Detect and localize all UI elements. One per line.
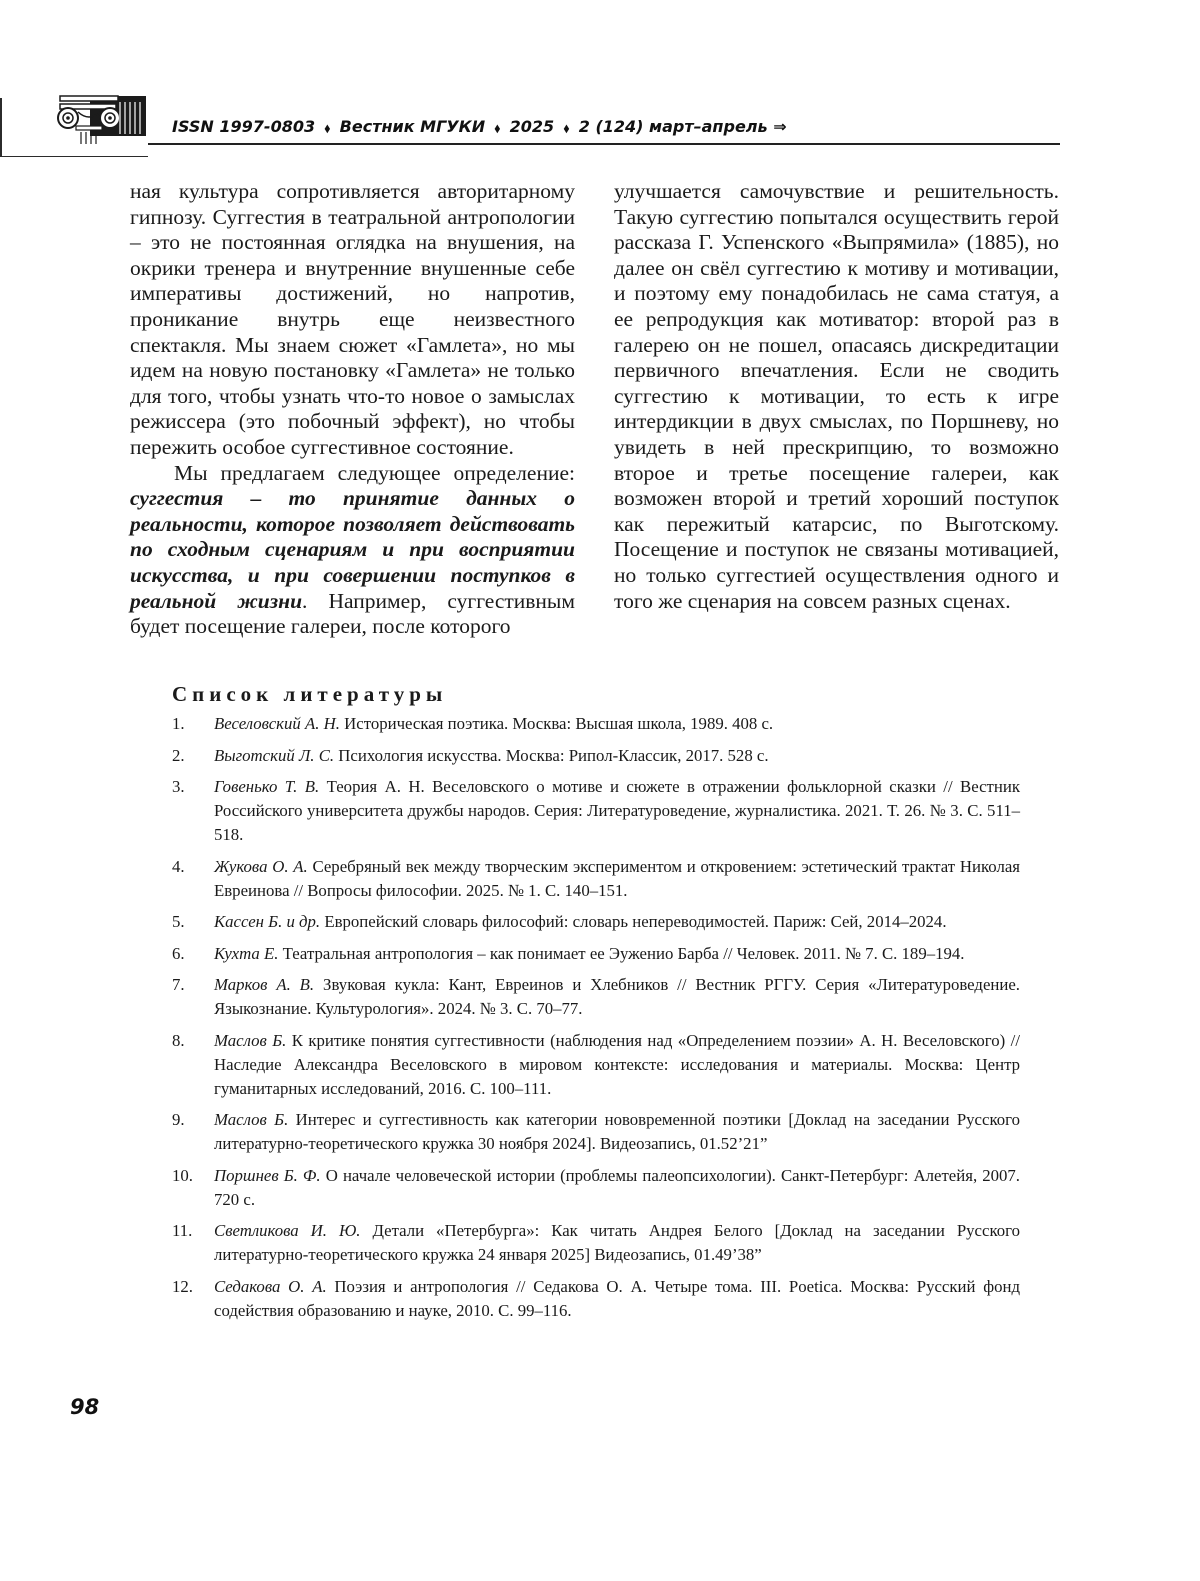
reference-body <box>214 1219 1020 1267</box>
reference-body <box>214 1029 1020 1101</box>
ionic-capital-icon <box>54 92 146 144</box>
reference-item <box>172 1164 1020 1212</box>
reference-body <box>214 973 1020 1021</box>
reference-body <box>214 712 1020 736</box>
body-column-left <box>130 179 575 640</box>
reference-author: Маслов Б. <box>214 1110 289 1129</box>
reference-body <box>214 1108 1020 1156</box>
reference-item <box>172 973 1020 1021</box>
reference-author: Говенько Т. В. <box>214 777 320 796</box>
header-arrow-icon: ⇒ <box>773 117 787 136</box>
header-corner-horizontal-rule <box>0 156 148 157</box>
reference-author: Выготский Л. С. <box>214 745 335 765</box>
reference-text: Звуковая кукла: Кант, Евреинов и Хлебников // Вестник РГГУ. Серия «Литературоведение. Языкознание. Культурология». 2024. № 3. С. 70–77. <box>214 975 1020 1018</box>
reference-text: Историческая поэтика. Москва: Высшая школа, 1989. 408 с. <box>339 714 774 733</box>
reference-number: 11. <box>172 1221 193 1240</box>
references-list <box>172 712 1020 1330</box>
reference-item <box>172 1029 1020 1101</box>
header-issn: ISSN 1997-0803 <box>172 117 316 136</box>
reference-number: 3. <box>172 777 185 796</box>
definition-outro: . Например, суггестивным будет посещение галереи, после которого <box>130 588 575 639</box>
reference-text: О начале человеческой истории (проблемы палеопсихологии). Санкт-Петербург: Алетейя, 2007. 720 с. <box>214 1165 1020 1209</box>
reference-author: Кухта Е. <box>214 943 279 963</box>
reference-text: Серебряный век между творческим экспериментом и откровением: эстетический трактат Николая Евреинова // Вопросы философии. 2025. № 1. С. 140–151. <box>214 856 1020 900</box>
paragraph-definition <box>130 461 575 640</box>
definition-text: суггестия – то принятие данных о реальности, которое позволяет действовать по сходным сценариям и при восприятии искусства, и при совершении поступков в реальной жизни <box>130 486 575 613</box>
reference-author: Седакова О. А. <box>214 1276 327 1296</box>
reference-item <box>172 942 1020 966</box>
references-title: Список литературы <box>172 682 448 706</box>
running-header <box>172 117 787 136</box>
reference-author: Жукова О. А. <box>214 856 308 876</box>
reference-author: Марков А. В. <box>214 975 315 994</box>
reference-number: 12. <box>172 1276 193 1296</box>
reference-body <box>214 855 1020 903</box>
reference-body <box>214 744 1020 768</box>
reference-body <box>214 942 1020 966</box>
reference-body <box>214 775 1020 847</box>
header-journal: Вестник МГУКИ <box>339 117 486 136</box>
reference-text: Поэзия и антропология // Седакова О. А. Четыре тома. III. Poetica. Москва: Русский фонд содействия образованию и науке, 2010. С. 99–116. <box>214 1276 1020 1320</box>
header-separator: ⬧ <box>494 121 501 135</box>
header-separator: ⬧ <box>324 121 331 135</box>
page-number: 98 <box>70 1395 100 1419</box>
reference-text: Теория А. Н. Веселовского о мотиве и сюжете в отражении фольклорной сказки // Вестник Российского университета дружбы народов. Серия: Литературоведение, журналистика. 2021. Т. 26. № 3. С. 511–518. <box>214 777 1020 844</box>
reference-body <box>214 1164 1020 1212</box>
reference-number: 7. <box>172 975 185 994</box>
body-column-right <box>614 179 1059 614</box>
reference-item <box>172 712 1020 736</box>
header-rule <box>148 143 1060 145</box>
reference-body <box>214 1275 1020 1323</box>
reference-text: К критике понятия суггестивности (наблюдения над «Определением поэзии» А. Н. Веселовского) // Наследие Александра Веселовского в мировом контексте: исследования и материалы. Москва: Центр гуманитарных исследований, 2016. С. 100–111. <box>214 1030 1020 1098</box>
header-issue: 2 (124) март–апрель <box>578 117 768 136</box>
reference-author: Поршнев Б. Ф. <box>214 1165 321 1185</box>
paragraph: ная культура сопротивляется авторитарному гипнозу. Суггестия в театральной антропологии – это не постоянная оглядка на внушения, на окрики тренера и внутренние внушенные себе императивы достижений, но напротив, проникание внутрь еще неизвестного спектакля. Мы знаем сюжет «Гамлета», но мы идем на новую постановку «Гамлета» не только для того, чтобы узнать что-то новое о замыслах режиссера (это побочный эффект), но чтобы пережить особое суггестивное состояние. <box>130 179 575 459</box>
reference-text: Театральная антропология – как понимает ее Эуженио Барба // Человек. 2011. № 7. С. 189–194. <box>278 943 965 963</box>
reference-item <box>172 855 1020 903</box>
reference-number: 2. <box>172 745 185 765</box>
reference-number: 5. <box>172 912 185 931</box>
reference-item <box>172 1219 1020 1267</box>
header-separator: ⬧ <box>563 121 570 135</box>
definition-intro: Мы предлагаем следующее определение: <box>174 460 575 485</box>
reference-author: Веселовский А. Н. <box>214 714 340 733</box>
reference-text: Европейский словарь философий: словарь непереводимостей. Париж: Сей, 2014–2024. <box>320 912 947 931</box>
reference-item <box>172 775 1020 847</box>
reference-body <box>214 910 1020 934</box>
reference-item <box>172 1108 1020 1156</box>
reference-text: Интерес и суггестивность как категории нововременной поэтики [Доклад на заседании Русского литературно-теоретического кружка 30 ноября 2024]. Видеозапись, 01.52’21” <box>214 1110 1020 1153</box>
reference-number: 6. <box>172 943 185 963</box>
header-corner-vertical-rule <box>0 98 2 156</box>
reference-item <box>172 910 1020 934</box>
reference-item <box>172 1275 1020 1323</box>
reference-author: Светликова И. Ю. <box>214 1221 361 1240</box>
reference-author: Маслов Б. <box>214 1030 287 1050</box>
paragraph: улучшается самочувствие и решительность. Такую суггестию попытался осуществить герой рассказа Г. Успенского «Выпрямила» (1885), но далее он свёл суггестию к мотиву и мотивации, и поэтому ему понадобилась не сама статуя, а ее репродукция как мотиватор: второй раз в галерею он не пошел, опасаясь дискредитации первичного впечатления. Если не сводить суггестию к мотивации, то есть к игре интердикции в двух смыслах, по Поршневу, но увидеть в ней прескрипцию, то возможно второе и третье посещение галереи, как возможен второй и третий хороший поступок как пережитый катарсис, по Выготскому. Посещение и поступок не связаны мотивацией, но только суггестией осуществления одного и того же сценария на совсем разных сценах. <box>614 179 1059 613</box>
reference-number: 9. <box>172 1110 185 1129</box>
reference-author: Кассен Б. и др. <box>214 912 321 931</box>
reference-number: 4. <box>172 856 185 876</box>
reference-number: 10. <box>172 1165 193 1185</box>
reference-item <box>172 744 1020 768</box>
header-year: 2025 <box>509 117 555 136</box>
reference-text: Детали «Петербурга»: Как читать Андрея Белого [Доклад на заседании Русского литературно-теоретического кружка 24 января 2025] Видеозапись, 01.49’38” <box>214 1221 1020 1264</box>
reference-text: Психология искусства. Москва: Рипол-Классик, 2017. 528 с. <box>334 745 769 765</box>
reference-number: 8. <box>172 1030 185 1050</box>
reference-number: 1. <box>172 714 185 733</box>
